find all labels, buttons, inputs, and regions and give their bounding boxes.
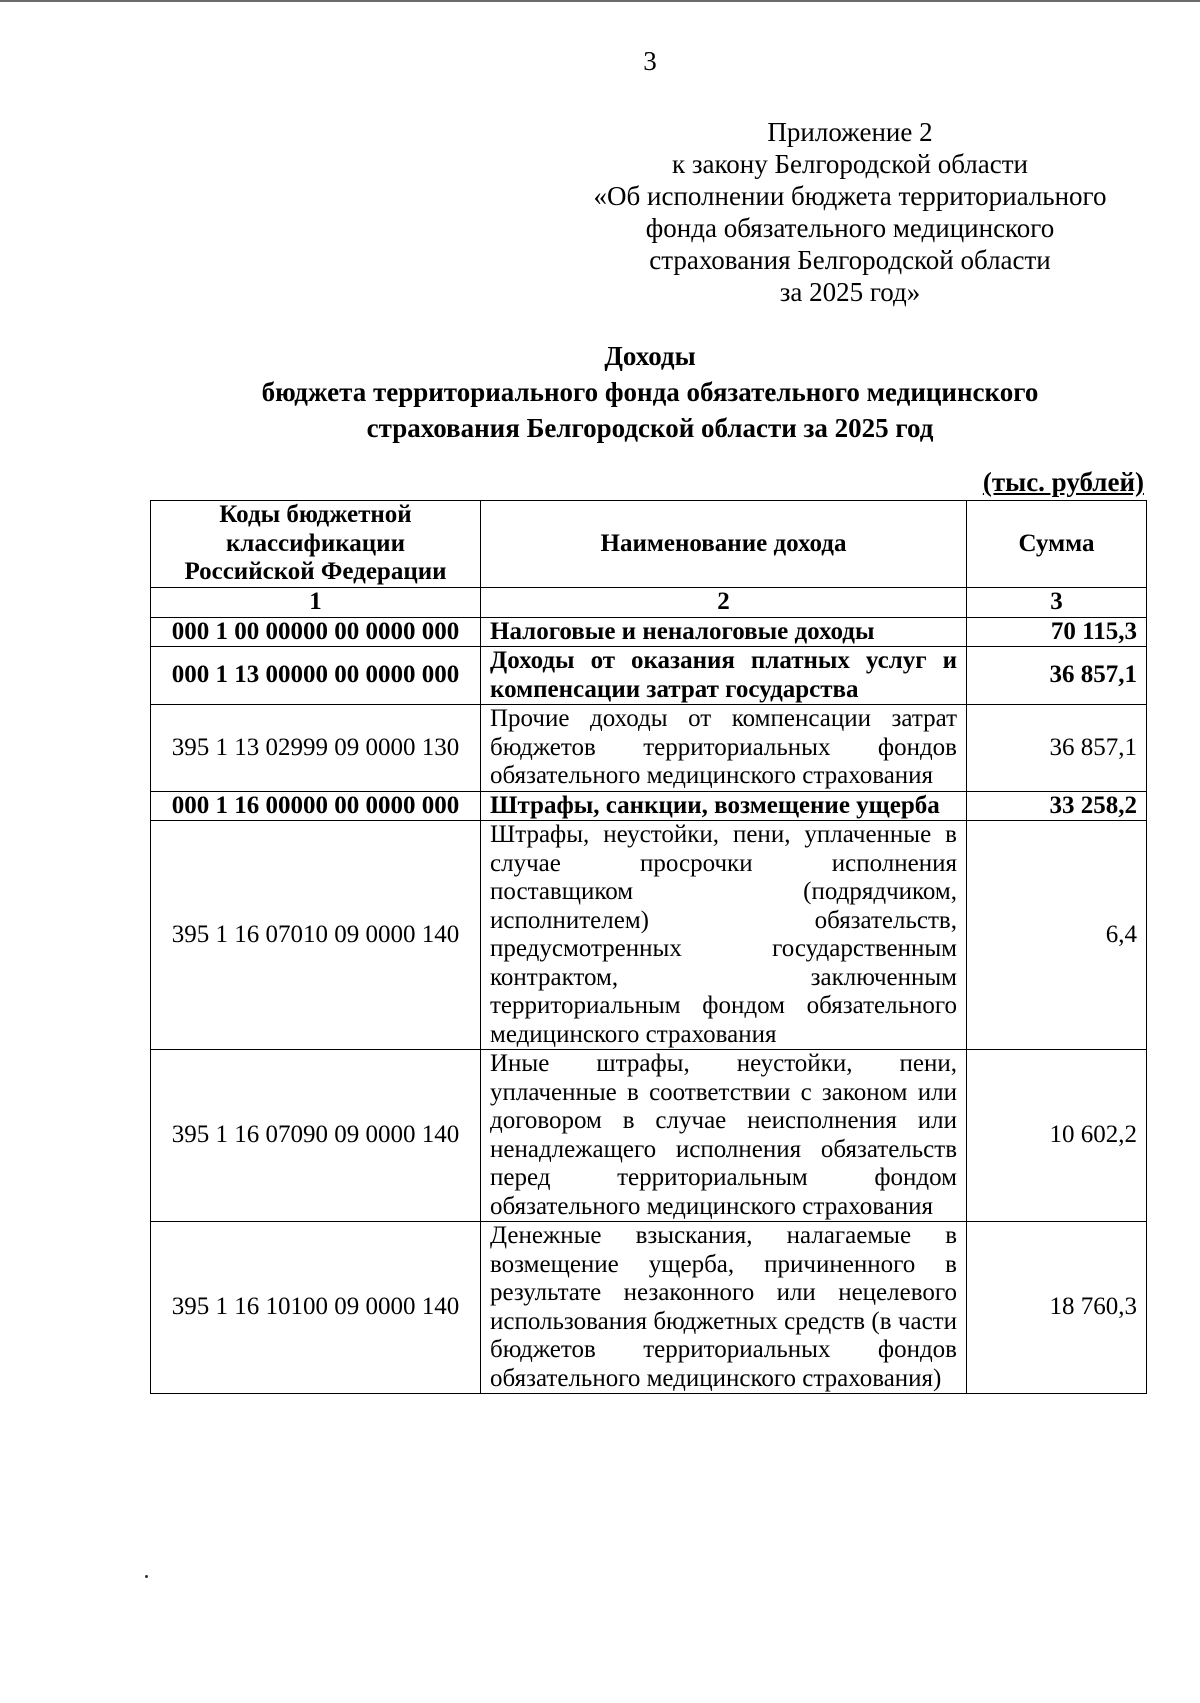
table-header-row <box>151 501 1147 588</box>
income-code-cell: 000 1 16 00000 00 0000 000 <box>151 791 481 821</box>
top-border-line <box>0 0 1200 2</box>
title-line: бюджета территориального фонда обязательного медицинского <box>261 377 1039 407</box>
income-name-cell: Денежные взыскания, налагаемые в возмещение ущерба, причиненного в результате незаконного или нецелевого использования бюджетных средств (в части бюджетов территориальных фондов обязательного медицинского страхования) <box>481 1222 967 1394</box>
income-sum-cell: 36 857,1 <box>967 705 1147 792</box>
appendix-block <box>570 116 1130 308</box>
column-number: 2 <box>481 588 967 618</box>
table-row <box>151 821 1147 1050</box>
column-number-row <box>151 588 1147 618</box>
table-row <box>151 791 1147 821</box>
table-row <box>151 1050 1147 1222</box>
income-sum-cell: 10 602,2 <box>967 1050 1147 1222</box>
income-code-cell: 395 1 16 07090 09 0000 140 <box>151 1050 481 1222</box>
table-row <box>151 1222 1147 1394</box>
income-sum-cell: 70 115,3 <box>967 617 1147 647</box>
income-code-cell: 395 1 16 07010 09 0000 140 <box>151 821 481 1050</box>
income-name-cell: Штрафы, санкции, возмещение ущерба <box>481 791 967 821</box>
income-code-cell: 395 1 16 10100 09 0000 140 <box>151 1222 481 1394</box>
page-number: 3 <box>643 46 657 76</box>
units-label: (тыс. рублей) <box>982 467 1144 497</box>
appendix-line: Приложение 2 <box>767 117 933 147</box>
title-line: Доходы <box>604 341 696 371</box>
income-name-cell: Налоговые и неналоговые доходы <box>481 617 967 647</box>
column-number: 3 <box>967 588 1147 618</box>
header-name: Наименование дохода <box>481 501 967 588</box>
header-code: Коды бюджетной классификации Российской Федерации <box>151 501 481 588</box>
appendix-line: страхования Белгородской области <box>649 245 1051 275</box>
income-sum-cell: 6,4 <box>967 821 1147 1050</box>
income-code-cell: 000 1 13 00000 00 0000 000 <box>151 647 481 705</box>
appendix-line: фонда обязательного медицинского <box>645 213 1055 243</box>
income-code-cell: 395 1 13 02999 09 0000 130 <box>151 705 481 792</box>
income-name-cell: Штрафы, неустойки, пени, уплаченные в случае просрочки исполнения поставщиком (подрядчиком, исполнителем) обязательств, предусмотренных государственным контрактом, заключенным территориальным фондом обязательного медицинского страхования <box>481 821 967 1050</box>
appendix-line: к закону Белгородской области <box>672 149 1028 179</box>
appendix-line: «Об исполнении бюджета территориального <box>593 181 1107 211</box>
table-row <box>151 617 1147 647</box>
column-number: 1 <box>151 588 481 618</box>
table-row <box>151 705 1147 792</box>
appendix-line: за 2025 год» <box>779 277 921 307</box>
header-sum: Сумма <box>967 501 1147 588</box>
title-line: страхования Белгородской области за 2025 год <box>366 413 934 443</box>
income-name-cell: Прочие доходы от компенсации затрат бюджетов территориальных фондов обязательного медицинского страхования <box>481 705 967 792</box>
scan-speck <box>145 1575 148 1578</box>
income-table <box>150 500 1147 1394</box>
income-sum-cell: 18 760,3 <box>967 1222 1147 1394</box>
document-title <box>130 338 1170 446</box>
income-name-cell: Доходы от оказания платных услуг и компенсации затрат государства <box>481 647 967 705</box>
income-sum-cell: 33 258,2 <box>967 791 1147 821</box>
income-name-cell: Иные штрафы, неустойки, пени, уплаченные в соответствии с законом или договором в случае неисполнения или ненадлежащего исполнения обязательств перед территориальным фондом обязательного медицинского страхования <box>481 1050 967 1222</box>
income-sum-cell: 36 857,1 <box>967 647 1147 705</box>
table-row <box>151 647 1147 705</box>
income-code-cell: 000 1 00 00000 00 0000 000 <box>151 617 481 647</box>
